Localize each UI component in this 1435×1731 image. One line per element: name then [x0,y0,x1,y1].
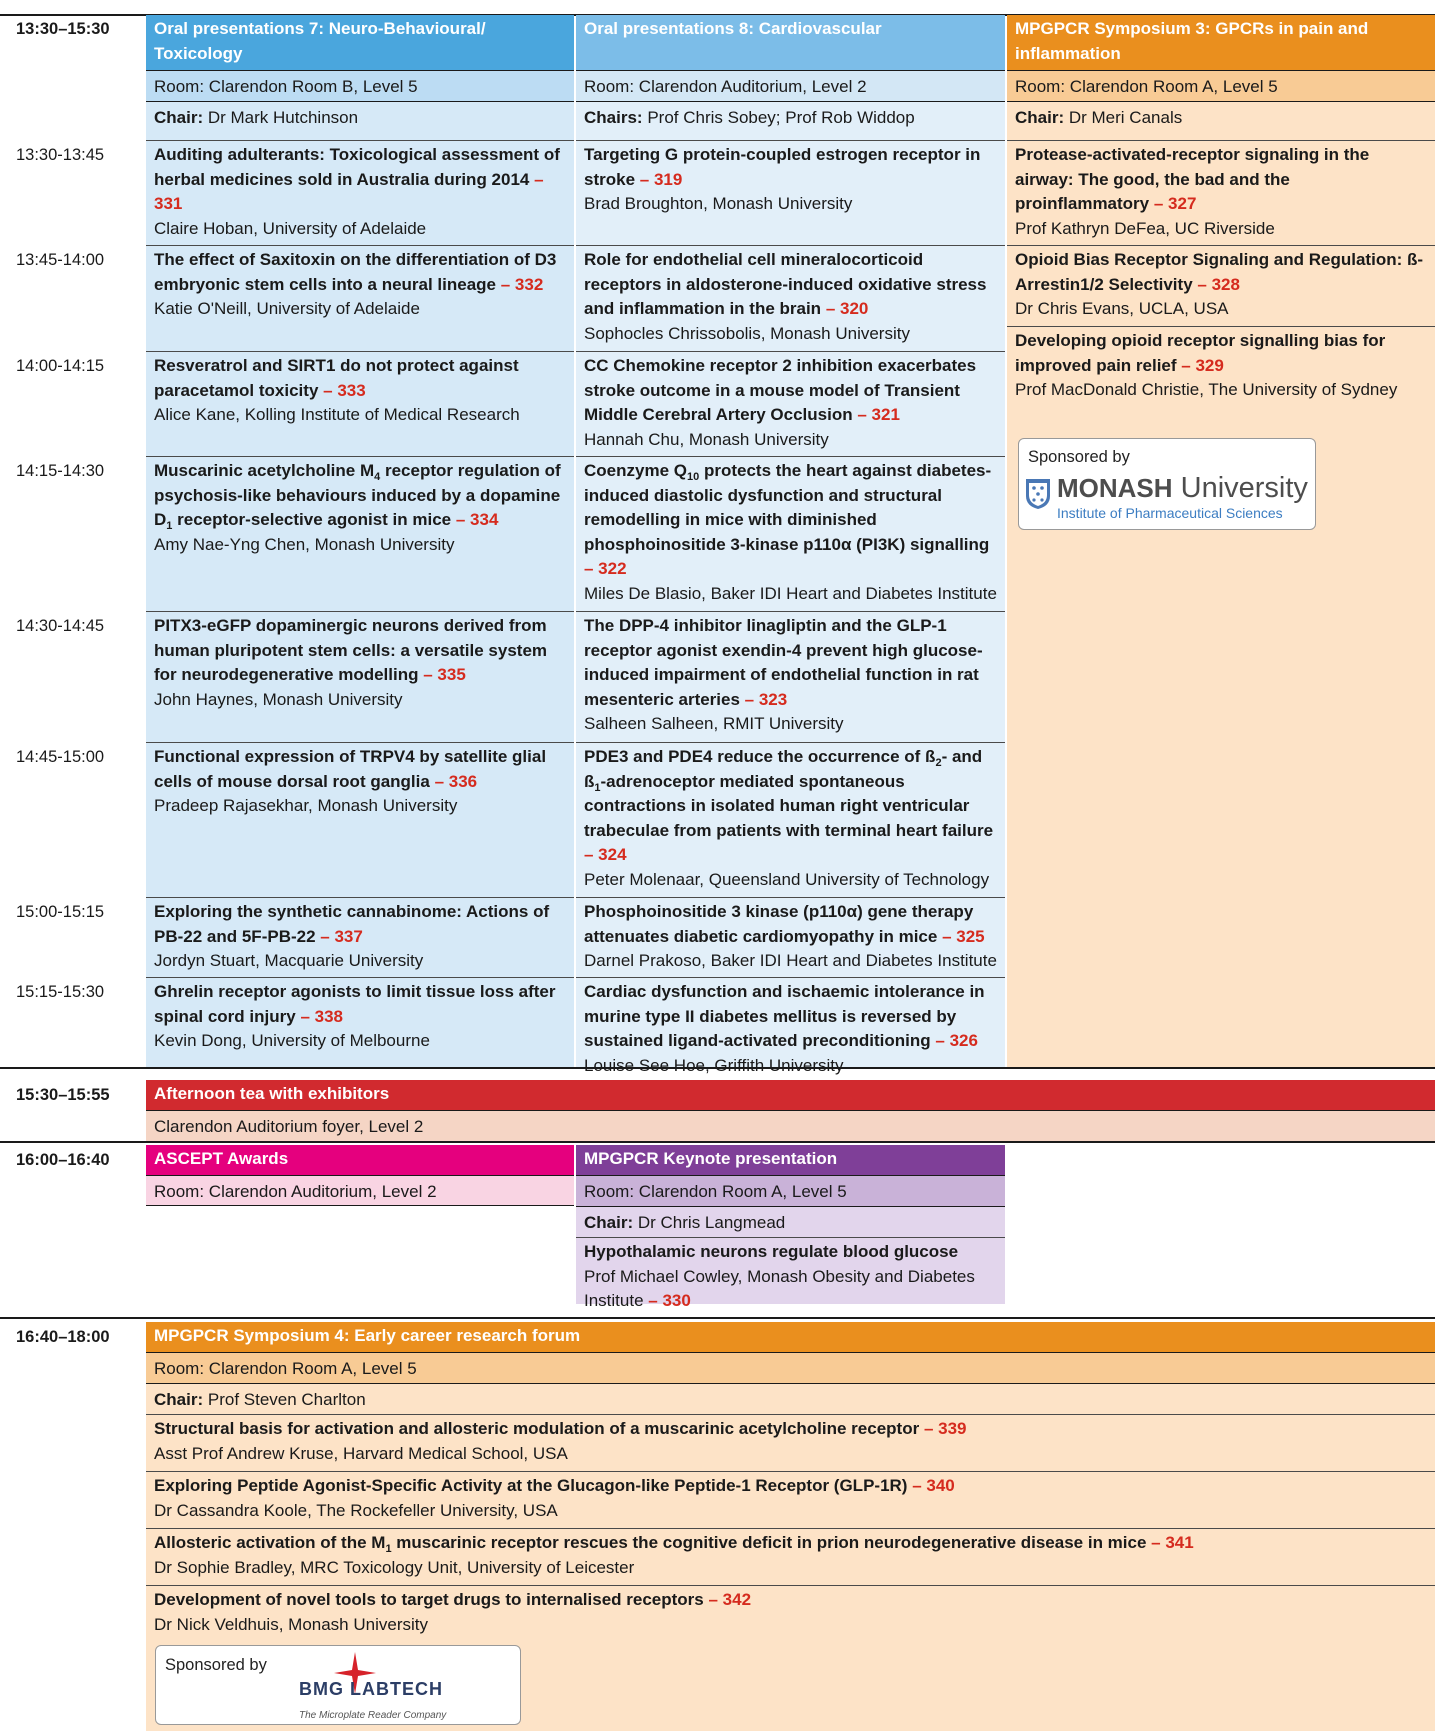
slot-time: 14:00-14:15 [16,357,105,375]
room-label: Room: Clarendon Room A, Level 5 [576,1175,1005,1206]
session-title: Afternoon tea with exhibitors [146,1080,1435,1110]
room-label: Room: Clarendon Room A, Level 5 [1007,70,1435,101]
slot-time: 14:15-14:30 [16,462,105,480]
rule [0,1317,1435,1319]
talk-item: Functional expression of TRPV4 by satellite glial cells of mouse dorsal root ganglia – 336 Pradeep Rajasekhar, Monash University [146,742,574,819]
slot-time: 15:00-15:15 [16,903,105,921]
chair-line: Chair: Dr Chris Langmead [576,1206,1005,1237]
room-label: Room: Clarendon Auditorium, Level 2 [146,1175,574,1206]
talk-item: Cardiac dysfunction and ischaemic intolerance in murine type II diabetes mellitus is reversed by sustained ligand-activated preconditioning – 326 Louise See Hoe, Griffith University [576,977,1005,1078]
monash-logo-text: MONASH University [1057,472,1308,504]
chair-line: Chair: Dr Meri Canals [1007,101,1435,132]
room-label: Room: Clarendon Room A, Level 5 [146,1352,1435,1383]
talk-item: Development of novel tools to target drugs to internalised receptors – 342 Dr Nick Veldhuis, Monash University [146,1585,1435,1637]
talk-item: Muscarinic acetylcholine $M_4$ receptor regulation of psychosis-like behaviours induced by a dopamine $D_1$ receptor-selective agonist in mice – 334 Amy Nae-Yng Chen, Monash University [146,456,574,557]
bmg-logo-tagline: The Microplate Reader Company [299,1710,447,1721]
bmg-logo-text: BMG LABTECH [299,1679,444,1699]
talk-item: PDE3 and PDE4 reduce the occurrence of $ß_2-$ and $ß_1$-adrenoceptor mediated spontaneous contractions in isolated human right ventricular trabeculae from patients with terminal heart failure – 324 Peter Molenaar, Queensland University of Technology [576,742,1005,892]
session-keynote [576,1145,1005,1310]
session-time-1: 13:30–15:30 [16,20,110,38]
talk-item: Hypothalamic neurons regulate blood glucose Prof Michael Cowley, Monash Obesity and Diabetes Institute – 330 [576,1237,1005,1304]
slot-time: 15:15-15:30 [16,983,105,1001]
slot-time: 14:45-15:00 [16,748,105,766]
talk-item: Auditing adulterants: Toxicological assessment of herbal medicines sold in Australia during 2014 – 331 Claire Hoban, University of Adelaide [146,140,574,241]
session-title: MPGPCR Symposium 4: Early career research forum [146,1322,1435,1352]
talk-item: The DPP-4 inhibitor linagliptin and the GLP-1 receptor agonist exendin-4 prevent high glucose-induced impairment of endothelial function in rat mesenteric arteries – 323 Salheen Salheen, RMIT University [576,611,1005,737]
talk-item: Protease-activated-receptor signaling in the airway: The good, the bad and the proinflammatory – 327 Prof Kathryn DeFea, UC Riverside [1007,140,1435,241]
talk-item: Exploring the synthetic cannabinome: Actions of PB-22 and 5F-PB-22 – 337 Jordyn Stuart, Macquarie University [146,897,574,974]
session-title: Oral presentations 7: Neuro-Behavioural/ Toxicology [146,15,574,70]
session-title: MPGPCR Symposium 3: GPCRs in pain and inflammation [1007,15,1435,70]
room-label: Room: Clarendon Room B, Level 5 [146,70,574,101]
session-time-4: 16:40–18:00 [16,1328,110,1346]
session-title: Oral presentations 8: Cardiovascular [576,15,1005,70]
talk-item: Allosteric activation of the $M_1$ muscarinic receptor rescues the cognitive deficit in prion neurodegenerative disease in mice – 341 Dr Sophie Bradley, MRC Toxicology Unit, University of Leicester [146,1528,1435,1585]
session-title: ASCEPT Awards [146,1145,574,1175]
slot-time: 13:30-13:45 [16,146,105,164]
talk-item: Ghrelin receptor agonists to limit tissue loss after spinal cord injury – 338 Kevin Dong, University of Melbourne [146,977,574,1054]
talk-item: Role for endothelial cell mineralocorticoid receptors in aldosterone-induced oxidative stress and inflammation in the brain – 320 Sophocles Chrissobolis, Monash University [576,245,1005,346]
session-oral-7 [146,15,574,132]
sponsor-label: Sponsored by [1028,448,1130,466]
talk-item: Targeting G protein-coupled estrogen receptor in stroke – 319 Brad Broughton, Monash University [576,140,1005,217]
session-symposium-3 [1007,15,1435,132]
slot-time: 13:45-14:00 [16,251,105,269]
session-time-3: 16:00–16:40 [16,1151,110,1169]
slot-time: 14:30-14:45 [16,617,105,635]
talk-item: Opioid Bias Receptor Signaling and Regulation: ß-Arrestin1/2 Selectivity – 328 Dr Chris Evans, UCLA, USA [1007,245,1435,322]
chair-line: Chair: Dr Mark Hutchinson [146,101,574,132]
sponsor-box-monash [1018,438,1316,530]
monash-logo-subtitle: Institute of Pharmaceutical Sciences [1057,505,1283,521]
talk-item: Structural basis for activation and allosteric modulation of a muscarinic acetylcholine receptor – 339 Asst Prof Andrew Kruse, Harvard Medical School, USA [146,1414,1435,1471]
talk-item: Phosphoinositide 3 kinase (p110α) gene therapy attenuates diabetic cardiomyopathy in mice – 325 Darnel Prakoso, Baker IDI Heart and Diabetes Institute [576,897,1005,974]
rule [0,1141,1435,1143]
session-title: MPGPCR Keynote presentation [576,1145,1005,1175]
sponsor-label: Sponsored by [165,1656,267,1674]
session-oral-8 [576,15,1005,132]
chair-line: Chairs: Prof Chris Sobey; Prof Rob Widdop [576,101,1005,132]
room-label: Room: Clarendon Auditorium, Level 2 [576,70,1005,101]
session-afternoon-tea [146,1080,1435,1141]
talk-item: CC Chemokine receptor 2 inhibition exacerbates stroke outcome in a mouse model of Transient Middle Cerebral Artery Occlusion – 321 Hannah Chu, Monash University [576,351,1005,452]
talk-item: PITX3-eGFP dopaminergic neurons derived from human pluripotent stem cells: a versatile system for neurodegenerative modelling – 335 John Haynes, Monash University [146,611,574,712]
room-label: Clarendon Auditorium foyer, Level 2 [146,1110,1435,1141]
session-time-2: 15:30–15:55 [16,1086,110,1104]
talk-item: Resveratrol and SIRT1 do not protect against paracetamol toxicity – 333 Alice Kane, Kolling Institute of Medical Research [146,351,574,428]
talk-item: The effect of Saxitoxin on the differentiation of D3 embryonic stem cells into a neural lineage – 332 Katie O'Neill, University of Adelaide [146,245,574,322]
monash-shield-icon [1025,478,1051,510]
talk-item: Coenzyme $Q_{10}$ protects the heart against diabetes-induced diastolic dysfunction and structural remodelling in mice with diminished phosphoinositide 3-kinase p110α (PI3K) signalling – 322 Miles De Blasio, Baker IDI Heart and Diabetes Institute [576,456,1005,606]
talk-item: Exploring Peptide Agonist-Specific Activity at the Glucagon-like Peptide-1 Receptor (GLP-1R) – 340 Dr Cassandra Koole, The Rockefeller University, USA [146,1471,1435,1528]
talk-item: Developing opioid receptor signalling bias for improved pain relief – 329 Prof MacDonald Christie, The University of Sydney [1007,326,1435,403]
sponsor-box-bmg [155,1645,521,1725]
rule [0,1067,1435,1069]
chair-line: Chair: Prof Steven Charlton [146,1383,1435,1414]
session-ascept-awards [146,1145,574,1206]
